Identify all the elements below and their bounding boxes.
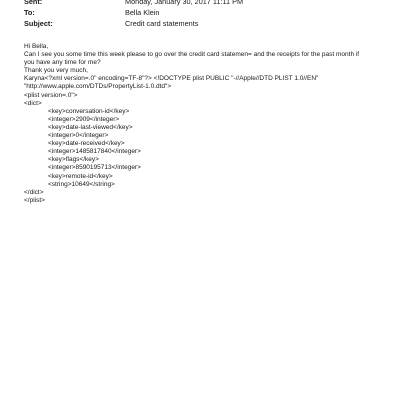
to-row xyxy=(24,7,384,18)
body-line: "http://www.apple.com/DTDs/PropertyList-1.0.dtd"> xyxy=(24,83,172,91)
body-line: Can I see you some time this week please to go over the credit card statemen= and the receipts for the past month if xyxy=(24,51,360,59)
plist-block xyxy=(24,92,384,205)
to-label: To: xyxy=(24,8,35,17)
body-line: Karyna<?xml version=.0" encoding=TF-8"?> <!DOCTYPE plist PUBLIC "-//Apple//DTD PLIST 1.0//EN" xyxy=(24,75,319,83)
plist-line: <integer>1485817840</integer> xyxy=(48,148,141,156)
email-body xyxy=(24,43,384,205)
email-header xyxy=(24,0,384,29)
plist-line: <dict> xyxy=(24,99,42,107)
plist-line: <key>date-received</key> xyxy=(48,140,125,148)
plist-line: <key>remote-id</key> xyxy=(48,172,113,180)
plist-line: <key>flags</key> xyxy=(48,156,99,164)
plist-line: </dict> xyxy=(24,188,44,196)
plist-line: <integer>2909</integer> xyxy=(48,115,120,123)
subject-row xyxy=(24,18,384,29)
plist-line: </plist> xyxy=(24,196,45,204)
subject-value: Credit card statements xyxy=(125,19,199,28)
plist-line: <key>conversation-id</key> xyxy=(48,107,130,115)
plist-line: <string>10649</string> xyxy=(48,180,115,188)
plist-line: <integer>8590195713</integer> xyxy=(48,164,141,172)
plist-line: <key>date-last-viewed</key> xyxy=(48,123,133,131)
to-value: Bella Klein xyxy=(125,8,160,17)
plist-line: <integer>0</integer> xyxy=(48,132,109,140)
subject-label: Subject: xyxy=(24,19,53,28)
sent-value: Monday, January 30, 2017 11:11 PM xyxy=(125,0,244,6)
body-line: you have any time for me? xyxy=(24,59,101,67)
sent-row xyxy=(24,0,384,7)
sent-label: Sent: xyxy=(24,0,43,6)
greeting: Hi Bella, xyxy=(24,43,49,50)
plist-line: <plist version=.0"> xyxy=(24,91,78,99)
body-line: Thank you very much, xyxy=(24,67,88,75)
